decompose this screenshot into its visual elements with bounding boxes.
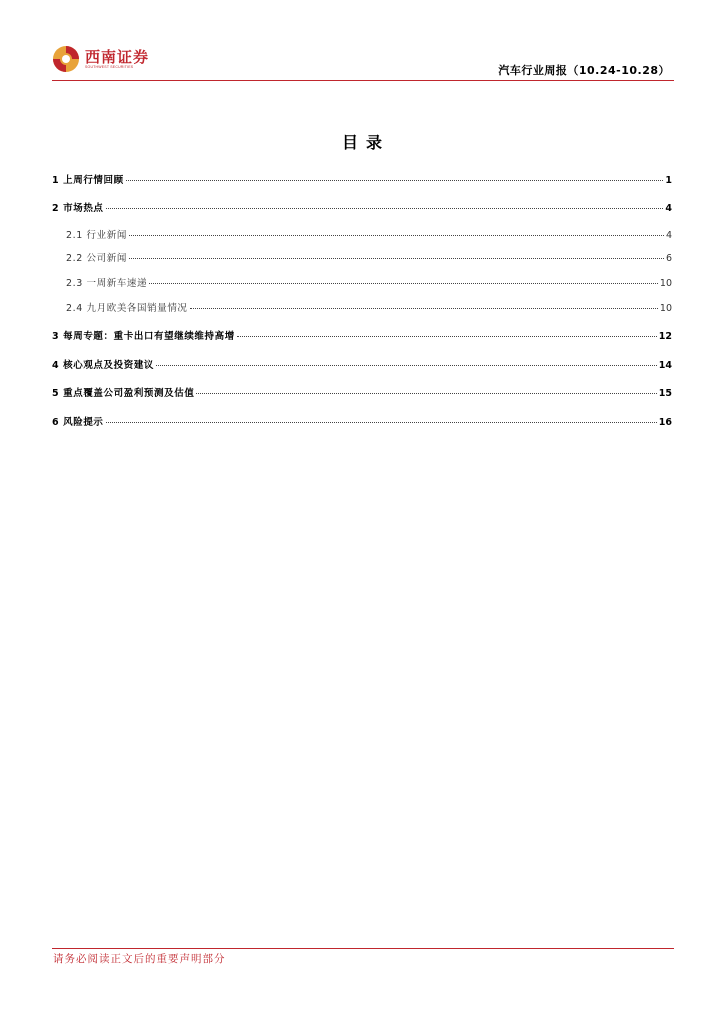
toc-entry-page: 10 (659, 278, 672, 289)
toc-entry[interactable] (52, 385, 672, 401)
toc-entry-page: 4 (665, 230, 672, 241)
toc-dot-leader (190, 308, 658, 309)
toc-entry[interactable] (52, 414, 672, 430)
toc-entry[interactable] (52, 200, 672, 216)
toc-entry[interactable] (52, 172, 672, 188)
logo-name: 西南证券 (85, 47, 150, 66)
toc-entry-page: 15 (658, 388, 672, 399)
toc-dot-leader (237, 336, 657, 337)
toc-dot-leader (129, 235, 664, 236)
toc-entry[interactable] (66, 275, 672, 291)
toc-entry-label: 3 每周专题：重卡出口有望继续维持高增 (52, 331, 235, 342)
toc-entry-label: 2.1 行业新闻 (66, 230, 127, 241)
toc-entry-page: 12 (658, 331, 672, 342)
company-logo (52, 42, 149, 76)
toc-dot-leader (196, 393, 656, 394)
footer-divider (52, 948, 674, 949)
toc-entry-label: 2.4 九月欧美各国销量情况 (66, 303, 188, 314)
logo-subtitle: SOUTHWEST SECURITIES (85, 64, 134, 69)
page-header (52, 40, 674, 81)
toc-entry[interactable] (66, 300, 672, 316)
toc-entry-label: 4 核心观点及投资建议 (52, 360, 155, 371)
toc-entry-page: 14 (658, 360, 672, 371)
toc-dot-leader (129, 258, 664, 259)
toc-dot-leader (156, 365, 657, 366)
toc-entry-page: 6 (665, 253, 672, 264)
logo-text (85, 49, 149, 70)
toc-dot-leader (126, 180, 664, 181)
toc-entry[interactable] (66, 227, 672, 243)
report-title: 汽车行业周报（10.24-10.28） (498, 64, 670, 77)
toc-dot-leader (149, 283, 658, 284)
toc-entry-label: 5 重点覆盖公司盈利预测及估值 (52, 388, 195, 399)
toc-entry[interactable] (52, 328, 672, 344)
toc-dot-leader (106, 208, 664, 209)
toc-entry-page: 1 (665, 175, 672, 186)
toc-dot-leader (106, 422, 657, 423)
footer-disclaimer: 请务必阅读正文后的重要声明部分 (53, 953, 226, 965)
toc-entry-label: 1 上周行情回顾 (52, 175, 124, 186)
toc-entry[interactable] (66, 250, 672, 266)
toc-entry-label: 2 市场热点 (52, 203, 104, 214)
toc-entry-page: 16 (658, 417, 672, 428)
toc-entry-label: 2.3 一周新车速递 (66, 278, 148, 289)
toc-entry-label: 2.2 公司新闻 (66, 253, 127, 264)
toc-entry-page: 4 (665, 203, 672, 214)
toc-entry-page: 10 (659, 303, 672, 314)
southwest-securities-logo-icon (52, 45, 80, 73)
toc-heading: 目录 (341, 133, 390, 152)
toc-entry[interactable] (52, 357, 672, 373)
toc-entry-label: 6 风险提示 (52, 417, 104, 428)
